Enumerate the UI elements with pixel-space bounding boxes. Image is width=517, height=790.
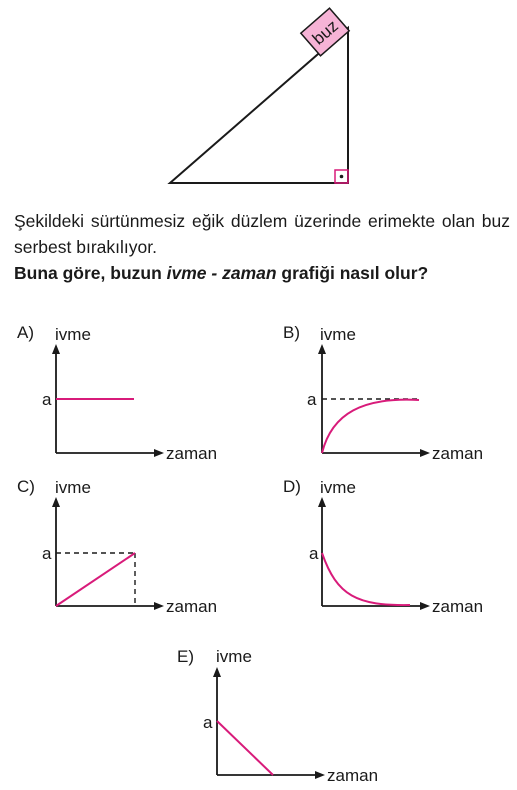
option-e-y-arrow <box>213 667 221 677</box>
option-c-curve <box>56 553 135 606</box>
option-e-curve <box>217 721 273 775</box>
option-b-y-axis-label: ivme <box>320 325 356 344</box>
option-e-letter: E) <box>177 647 194 666</box>
option-b-x-arrow <box>420 449 430 457</box>
ice-block-label: buz <box>308 16 342 49</box>
option-d-curve <box>322 553 410 605</box>
option-d-x-arrow <box>420 602 430 610</box>
option-c-y-arrow <box>52 497 60 507</box>
ice-block <box>301 8 349 56</box>
option-c-y-axis-label: ivme <box>55 478 91 497</box>
option-d-graph[interactable] <box>265 468 517 623</box>
option-e-value-label: a <box>203 713 213 732</box>
option-c-x-arrow <box>154 602 164 610</box>
option-d-x-axis-label: zaman <box>432 597 484 616</box>
option-a-y-axis-label: ivme <box>55 325 91 344</box>
option-a-x-arrow <box>154 449 164 457</box>
option-b-letter: B) <box>283 323 300 342</box>
option-a-value-label: a <box>42 390 52 409</box>
option-b-y-arrow <box>318 344 326 354</box>
question-prompt-part2: grafiği nasıl olur? <box>276 263 429 283</box>
option-d-y-arrow <box>318 497 326 507</box>
right-angle-dot <box>340 175 344 179</box>
option-b-curve <box>322 400 419 453</box>
question-prompt-italic: ivme - zaman <box>166 263 277 283</box>
question-prompt-part1: Buna göre, buzun <box>14 263 167 283</box>
option-a-graph[interactable] <box>0 315 240 470</box>
option-c-x-axis-label: zaman <box>166 597 218 616</box>
option-d-value-label: a <box>309 544 319 563</box>
option-b-value-label: a <box>307 390 317 409</box>
option-b-x-axis-label: zaman <box>432 444 484 463</box>
option-c-graph[interactable] <box>0 468 240 623</box>
option-a-letter: A) <box>17 323 34 342</box>
option-e-graph[interactable] <box>160 638 400 788</box>
option-e-y-axis-label: ivme <box>216 647 252 666</box>
option-a-x-axis-label: zaman <box>166 444 218 463</box>
option-d-letter: D) <box>283 477 301 496</box>
option-e-x-axis-label: zaman <box>327 766 379 785</box>
option-c-value-label: a <box>42 544 52 563</box>
question-prompt <box>14 260 510 286</box>
option-e-x-arrow <box>315 771 325 779</box>
inclined-plane-figure <box>0 0 517 200</box>
option-c-letter: C) <box>17 477 35 496</box>
option-a-y-arrow <box>52 344 60 354</box>
option-d-y-axis-label: ivme <box>320 478 356 497</box>
question-statement: Şekildeki sürtünmesiz eğik düzlem üzerinde erimekte olan buz serbest bırakılıyor. <box>14 211 510 257</box>
question-text <box>14 208 510 286</box>
option-b-graph[interactable] <box>265 315 517 470</box>
